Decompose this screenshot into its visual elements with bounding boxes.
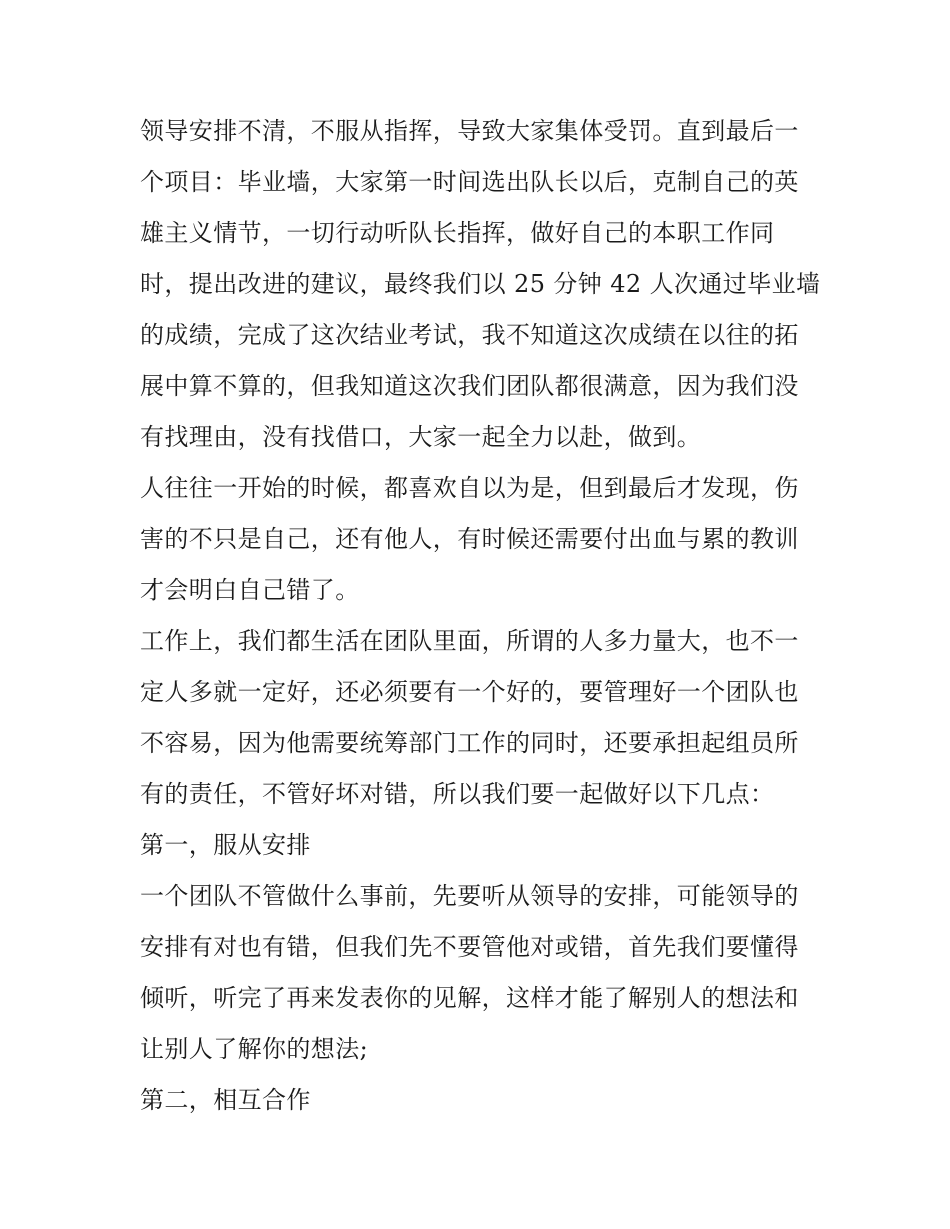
- text-line: 时，提出改进的建议，最终我们以 25 分钟 42 人次通过毕业墙: [140, 270, 820, 298]
- text-line: 不容易，因为他需要统筹部门工作的同时，还要承担起组员所: [140, 729, 799, 757]
- text-line: 工作上，我们都生活在团队里面，所谓的人多力量大，也不一: [140, 627, 799, 655]
- text-line: 展中算不算的，但我知道这次我们团队都很满意，因为我们没: [140, 372, 799, 400]
- text-line: 害的不只是自己，还有他人，有时候还需要付出血与累的教训: [140, 525, 799, 553]
- text-line: 一个团队不管做什么事前，先要听从领导的安排，可能领导的: [140, 882, 799, 910]
- text-line: 倾听，听完了再来发表你的见解，这样才能了解别人的想法和: [140, 984, 799, 1012]
- text-line: 才会明白自己错了。: [140, 576, 360, 604]
- document-body: [140, 106, 820, 1126]
- text-line: 安排有对也有错，但我们先不要管他对或错，首先我们要懂得: [140, 933, 799, 961]
- text-line: 定人多就一定好，还必须要有一个好的，要管理好一个团队也: [140, 678, 799, 706]
- text-line: 的成绩，完成了这次结业考试，我不知道这次成绩在以往的拓: [140, 321, 799, 349]
- text-line: 雄主义情节，一切行动听队长指挥，做好自己的本职工作同: [140, 219, 775, 247]
- text-line: 有的责任，不管好坏对错，所以我们要一起做好以下几点：: [140, 780, 775, 808]
- text-line: 有找理由，没有找借口，大家一起全力以赴，做到。: [140, 423, 702, 451]
- text-line: 个项目：毕业墙，大家第一时间选出队长以后，克制自己的英: [140, 168, 799, 196]
- text-line: 人往往一开始的时候，都喜欢自以为是，但到最后才发现，伤: [140, 474, 799, 502]
- section-heading: 第二，相互合作: [140, 1086, 311, 1114]
- text-line: 领导安排不清，不服从指挥，导致大家集体受罚。直到最后一: [140, 117, 799, 145]
- section-heading: 第一，服从安排: [140, 831, 311, 859]
- text-line: 让别人了解你的想法;: [140, 1035, 369, 1063]
